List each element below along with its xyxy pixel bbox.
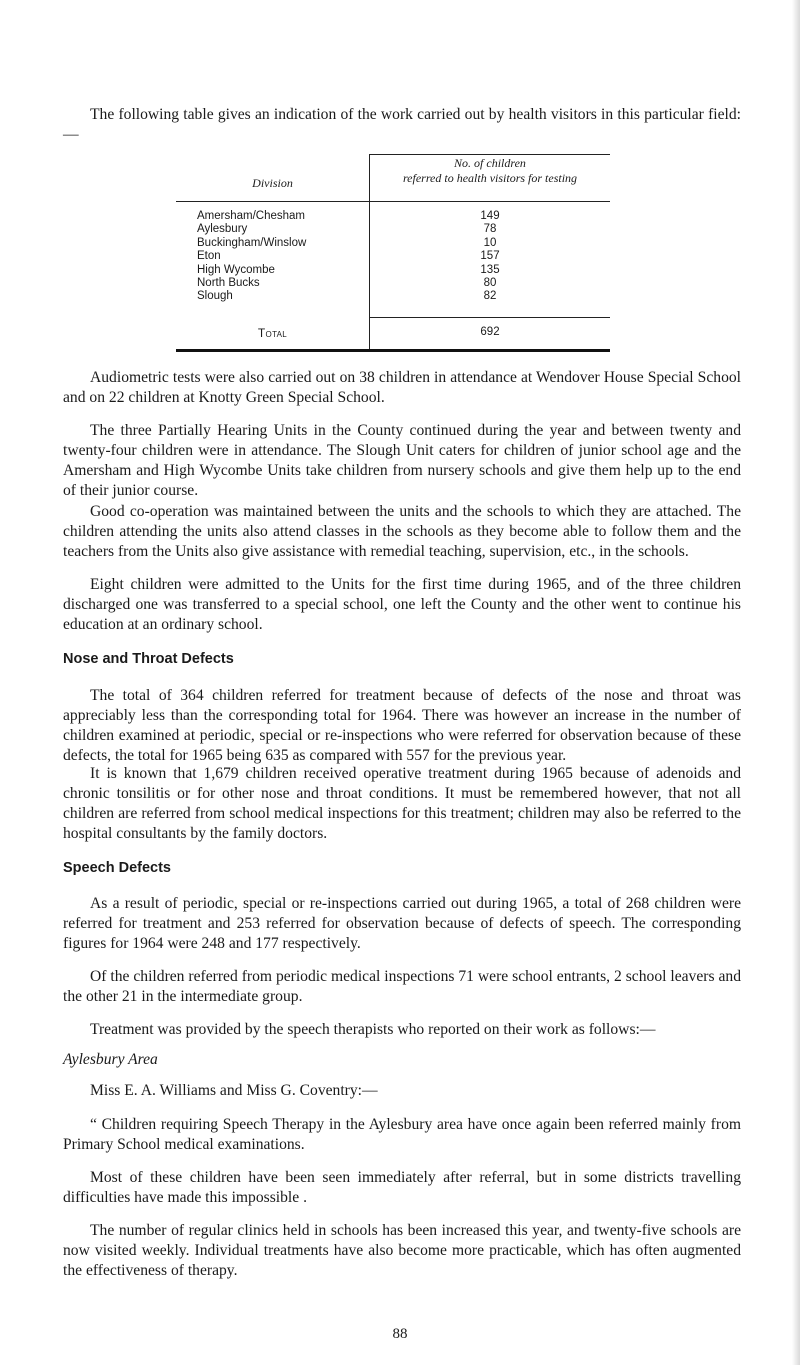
total-value: 692	[480, 326, 500, 338]
audiometric-paragraph: Audiometric tests were also carried out on 38 children in attendance at Wendover House Special School and on 22 children at Knotty Green Special School.	[63, 369, 741, 406]
table-top-rule	[369, 154, 610, 155]
speech-result-paragraph: As a result of periodic, special or re-inspections carried out during 1965, a total of 268 children were referred for treatment and 253 referred for observation because of defects of speech. The corresponding figures for 1964 were 248 and 177 respectively.	[63, 895, 741, 952]
division-cell: North Bucks	[197, 277, 260, 290]
admitted-paragraph: Eight children were admitted to the Units for the first time during 1965, and of the three children discharged one was transferred to a special school, one left the County and the other went to continue his education at an ordinary school.	[63, 576, 741, 633]
treatment-paragraph: Treatment was provided by the speech therapists who reported on their work as follows:—	[90, 1021, 656, 1038]
nose-throat-heading: Nose and Throat Defects	[63, 651, 234, 667]
count-cell: 80	[483, 277, 497, 290]
count-cell: 135	[480, 263, 500, 276]
operative-paragraph: It is known that 1,679 children received operative treatment during 1965 because of adenoids and chronic tonsilitis or for other nose and throat conditions. It must be remembered however, that not all children are referred from school medical inspections for this treatment; children may also be referred to the hospital consultants by the family doctors.	[63, 765, 741, 842]
division-cell: High Wycombe	[197, 263, 275, 276]
table-total-rule	[369, 317, 610, 318]
header-count-line1: No. of children	[454, 156, 526, 170]
division-column	[197, 210, 306, 304]
header-count	[370, 156, 610, 186]
count-cell: 78	[483, 223, 497, 236]
aylesbury-area-heading: Aylesbury Area	[63, 1051, 158, 1068]
page-number: 88	[392, 1326, 408, 1342]
speech-entrants-paragraph: Of the children referred from periodic medical inspections 71 were school entrants, 2 school leavers and the other 21 in the intermediate group.	[63, 968, 741, 1005]
page-edge-shadow	[792, 0, 800, 1365]
table-bottom-rule	[176, 349, 610, 352]
referrals-table	[176, 154, 610, 350]
quote-paragraph-2: Most of these children have been seen immediately after referral, but in some districts travelling difficulties have made this impossible .	[63, 1169, 741, 1206]
table-header-rule	[176, 201, 610, 202]
count-cell: 82	[483, 290, 497, 303]
count-cell: 157	[480, 250, 500, 263]
count-cell: 10	[483, 236, 497, 249]
division-cell: Eton	[197, 250, 221, 263]
header-division: Division	[252, 176, 293, 190]
nose-total-paragraph: The total of 364 children referred for treatment because of defects of the nose and throat was appreciably less than the corresponding total for 1964. There was however an increase in the number of children examined at periodic, special or re-inspections who were referred for observation because of these defects, the total for 1965 being 635 as compared with 557 for the previous year.	[63, 687, 741, 764]
division-cell: Slough	[197, 290, 233, 303]
count-column	[370, 210, 610, 304]
count-cell: 149	[480, 210, 500, 222]
intro-paragraph: The following table gives an indication of the work carried out by health visitors in this particular field:—	[63, 106, 741, 143]
units-paragraph: The three Partially Hearing Units in the County continued during the year and between twenty and twenty-four children were in attendance. The Slough Unit caters for children of junior school age and the Amersham and High Wycombe Units take children from nursery schools and give them help up to the end of their junior course.	[63, 422, 741, 499]
division-cell: Amersham/Chesham	[197, 210, 306, 222]
division-cell: Aylesbury	[197, 223, 248, 236]
speech-heading: Speech Defects	[63, 860, 171, 876]
header-count-line2: referred to health visitors for testing	[402, 171, 578, 185]
total-label: Total	[257, 326, 288, 340]
quote-paragraph-3: The number of regular clinics held in schools has been increased this year, and twenty-five schools are now visited weekly. Individual treatments have also become more practicable, which has often augmented the effectiveness of therapy.	[63, 1222, 741, 1279]
quote-paragraph-1: “ Children requiring Speech Therapy in the Aylesbury area have once again been referred mainly from Primary School medical examinations.	[63, 1116, 741, 1153]
division-cell: Buckingham/Winslow	[197, 236, 307, 249]
cooperation-paragraph: Good co-operation was maintained between the units and the schools to which they are attached. The children attending the units also attend classes in the schools as they become able to follow them and the teachers from the Units also give assistance with remedial teaching, supervision, etc., in the schools.	[63, 503, 741, 560]
therapists-line: Miss E. A. Williams and Miss G. Coventry:—	[90, 1082, 378, 1099]
